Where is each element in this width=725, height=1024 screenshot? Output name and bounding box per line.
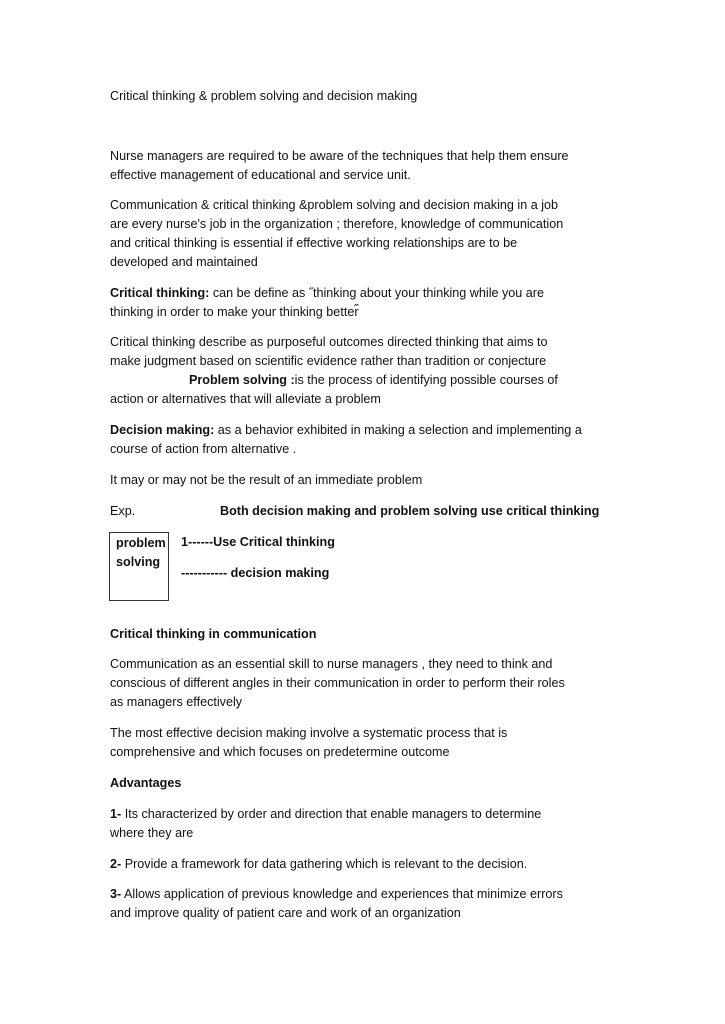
decision-making-term: Decision making: [110,423,215,437]
communication-para2-line-2: comprehensive and which focuses on predetermine outcome [110,745,450,759]
intro-line-2: effective management of educational and service unit. [110,168,411,182]
communication-para-line-2: are every nurse's job in the organization ; therefore, knowledge of communication [110,217,564,231]
advantage-3-line-2: and improve quality of patient care and work of an organization [110,906,461,920]
critical-thinking-desc-line-2: make judgment based on scientific evidence rather than tradition or conjecture [110,354,547,368]
advantage-2-number: 2- [110,857,122,871]
communication-para1-line-3: as managers effectively [110,695,243,709]
critical-thinking-desc-line-1: Critical thinking describe as purposeful outcomes directed thinking that aims to [110,335,548,349]
advantage-3-line-1 [110,885,563,904]
advantage-1-line-2: where they are [110,826,194,840]
communication-section-heading: Critical thinking in communication [110,627,317,641]
communication-para-line-3: and critical thinking is essential if effective working relationships are to be [110,236,518,250]
communication-para-line-1: Communication & critical thinking &problem solving and decision making in a job [110,198,559,212]
advantages-heading: Advantages [110,776,182,790]
communication-para1-line-1: Communication as an essential skill to nurse managers , they need to think and [110,657,553,671]
decision-making-def-text: as a behavior exhibited in making a selection and implementing a [214,423,582,437]
communication-para1-line-2: conscious of different angles in their communication in order to perform their roles [110,676,565,690]
decision-making-def-line-1 [110,421,582,440]
diagram-arrow-decision-making: ----------- decision making [181,566,330,580]
box-label-line-2: solving [116,555,161,569]
critical-thinking-def-line-1 [110,284,544,303]
diagram-arrow-critical-thinking: 1------Use Critical thinking [181,535,335,549]
box-label-line-1: problem [116,536,166,550]
problem-solving-def-line-2: action or alternatives that will alleviate a problem [110,392,381,406]
critical-thinking-def-text: can be define as ˝thinking about your thinking while you are [209,286,545,300]
communication-para-line-4: developed and maintained [110,255,258,269]
advantage-2-line-1 [110,855,527,874]
example-label: Exp. [110,504,136,518]
immediate-problem-text: It may or may not be the result of an immediate problem [110,473,423,487]
communication-para2-line-1: The most effective decision making involve a systematic process that is [110,726,508,740]
problem-solving-def-text: is the process of identifying possible courses of [294,373,558,387]
problem-solving-box [109,532,169,601]
problem-solving-def-line-1 [189,371,558,390]
document-title: Critical thinking & problem solving and decision making [110,89,418,103]
critical-thinking-def-line-2: thinking in order to make your thinking better̋ [110,305,359,319]
advantage-1-line-1 [110,805,541,824]
advantage-1-number: 1- [110,807,122,821]
advantage-1-text: Its characterized by order and direction that enable managers to determine [121,807,542,821]
intro-line-1: Nurse managers are required to be aware of the techniques that help them ensure [110,149,569,163]
problem-solving-term: Problem solving : [189,373,295,387]
advantage-3-text: Allows application of previous knowledge and experiences that minimize errors [121,887,563,901]
decision-making-def-line-2: course of action from alternative . [110,442,297,456]
advantage-3-number: 3- [110,887,122,901]
critical-thinking-term: Critical thinking: [110,286,210,300]
advantage-2-text: Provide a framework for data gathering which is relevant to the decision. [121,857,528,871]
example-statement: Both decision making and problem solving use critical thinking [220,504,600,518]
